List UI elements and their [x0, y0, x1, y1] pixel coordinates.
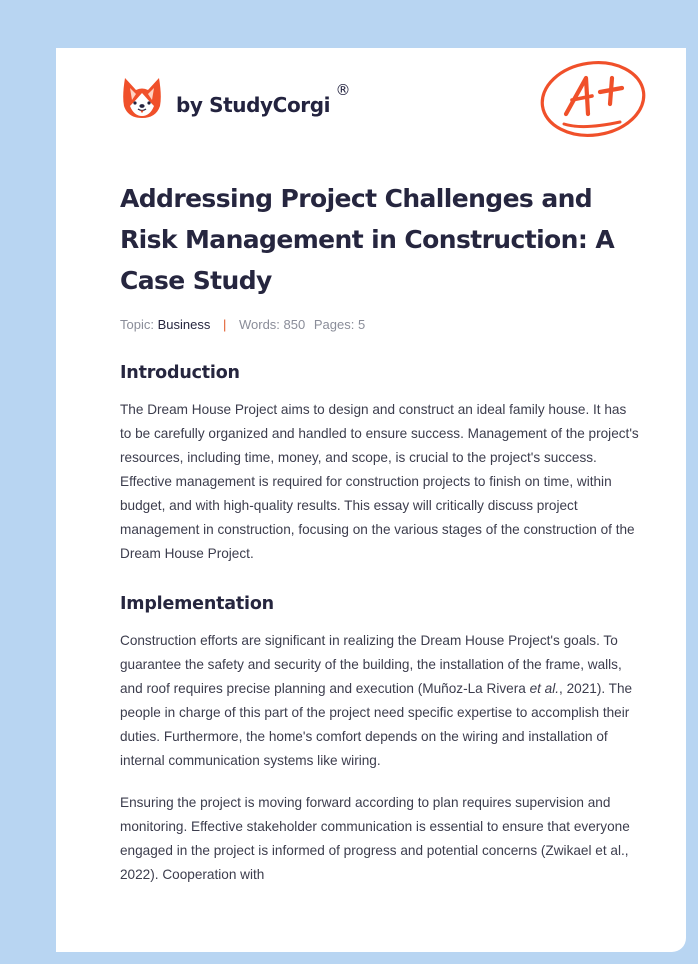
words-count: 850	[283, 317, 306, 332]
document-page	[56, 48, 686, 952]
topic-link[interactable]: Business	[157, 317, 211, 332]
corgi-head-icon	[122, 76, 162, 120]
document-title: Addressing Project Challenges and Risk Management in Construction: A Case Study	[120, 184, 615, 295]
document-content	[120, 178, 640, 887]
paragraph-text: Construction efforts are significant in realizing the Dream House Project's goals. To guarantee the safety and security of the building, the installation of the frame, walls, and roof requires precise planning and execution (Muñoz-La Rivera	[120, 633, 622, 696]
pages-count: 5	[357, 317, 366, 332]
a-plus-grade-icon	[538, 58, 648, 147]
registered-mark: ®	[335, 81, 351, 99]
section-heading-implementation: Implementation	[120, 594, 274, 614]
page-header	[56, 48, 686, 168]
studycorgi-logo[interactable]	[122, 76, 351, 120]
words-label: Words:	[238, 317, 280, 332]
paragraph-text: , 2021). The people in charge of this part of the project need specific expertise to accomplish their duties. Furthermore, the home's comfort depends on the wiring and installation of internal communication systems like wiring.	[120, 681, 633, 768]
implementation-paragraph-1	[120, 629, 640, 773]
meta-separator: |	[222, 317, 227, 332]
document-meta	[120, 315, 640, 335]
brand-name: by StudyCorgi ®	[176, 81, 351, 117]
section-heading-introduction: Introduction	[120, 363, 240, 383]
citation-et-al: et al.	[529, 681, 560, 696]
introduction-paragraph: The Dream House Project aims to design and construct an ideal family house. It has to be carefully organized and handled to ensure success. Management of the project's resources, including time, money, and scope, is crucial to the project's success. Effective management is required for construction projects to finish on time, within budget, and with high-quality results. This essay will critically discuss project management in construction, focusing on the various stages of the construction of the Dream House Project.	[120, 402, 639, 561]
topic-label: Topic:	[120, 317, 154, 332]
implementation-paragraph-2: Ensuring the project is moving forward according to plan requires supervision and monitoring. Effective stakeholder communication is essential to ensure that everyone engaged in the project is informed of progress and potential concerns (Zwikael et al., 2022). Cooperation with	[120, 795, 630, 882]
pages-label: Pages:	[313, 317, 355, 332]
